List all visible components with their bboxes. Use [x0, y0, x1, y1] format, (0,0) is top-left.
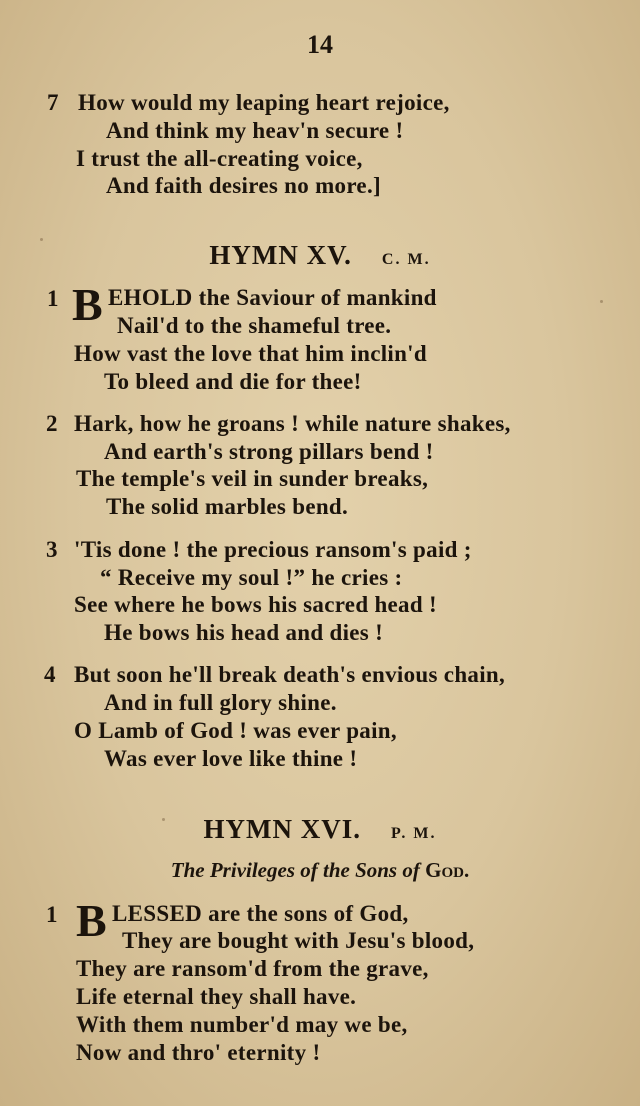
subtitle-text: The Privileges of the Sons of: [170, 858, 420, 882]
drop-cap: B: [72, 279, 103, 330]
verse-line: Now and thro' eternity !: [76, 1040, 321, 1065]
verse-line: And faith desires no more.]: [106, 173, 381, 198]
paper-speck: [162, 818, 165, 821]
paper-speck: [40, 238, 43, 241]
verse-line: I trust the all-creating voice,: [76, 146, 363, 171]
hymn-title: HYMN XVI.: [203, 814, 362, 844]
verse-line: See where he bows his sacred head !: [74, 592, 437, 617]
verse-line: “ Receive my soul !” he cries :: [100, 565, 403, 590]
hymn-meter: P. M.: [391, 825, 437, 842]
verse-line: The temple's veil in sunder breaks,: [76, 466, 429, 491]
paper-speck: [600, 300, 603, 303]
hymn-heading: [0, 814, 640, 845]
stanza-number: 4: [44, 662, 56, 687]
verse-line: Hark, how he groans ! while nature shakes,: [74, 411, 511, 436]
verse-line: How would my leaping heart rejoice,: [78, 90, 450, 115]
stanza-number: 2: [46, 411, 58, 436]
verse-line: How vast the love that him inclin'd: [74, 341, 427, 366]
verse-line: They are ransom'd from the grave,: [76, 956, 429, 981]
drop-cap: B: [76, 895, 107, 946]
subtitle-god: God.: [425, 858, 470, 882]
page-number: 14: [307, 30, 333, 59]
stanza-number: 1: [46, 902, 58, 927]
stanza-number: 7: [47, 90, 59, 115]
verse-line: And in full glory shine.: [104, 690, 337, 715]
verse-line: And think my heav'n secure !: [106, 118, 404, 143]
verse-line: With them number'd may we be,: [76, 1012, 408, 1037]
verse-line: O Lamb of God ! was ever pain,: [74, 718, 397, 743]
stanza-number: 1: [47, 286, 59, 311]
verse-line: He bows his head and dies !: [104, 620, 384, 645]
hymn-meter: C. M.: [381, 251, 431, 268]
verse-line: Life eternal they shall have.: [76, 984, 357, 1009]
hymn-title: HYMN XV.: [209, 240, 352, 270]
verse-line: EHOLD the Saviour of mankind: [108, 285, 437, 310]
stanza-number: 3: [46, 537, 58, 562]
verse-line: They are bought with Jesu's blood,: [122, 928, 475, 953]
verse-line: But soon he'll break death's envious chain,: [74, 662, 506, 687]
verse-line: 'Tis done ! the precious ransom's paid ;: [74, 537, 472, 562]
hymn-subtitle: [0, 858, 640, 883]
verse-line: Was ever love like thine !: [104, 746, 358, 771]
verse-line: Nail'd to the shameful tree.: [117, 313, 392, 338]
verse-line: The solid marbles bend.: [106, 494, 349, 519]
hymn-heading: [0, 240, 640, 271]
verse-line: LESSED are the sons of God,: [112, 901, 409, 926]
verse-line: And earth's strong pillars bend !: [104, 439, 434, 464]
verse-line: To bleed and die for thee!: [104, 369, 362, 394]
